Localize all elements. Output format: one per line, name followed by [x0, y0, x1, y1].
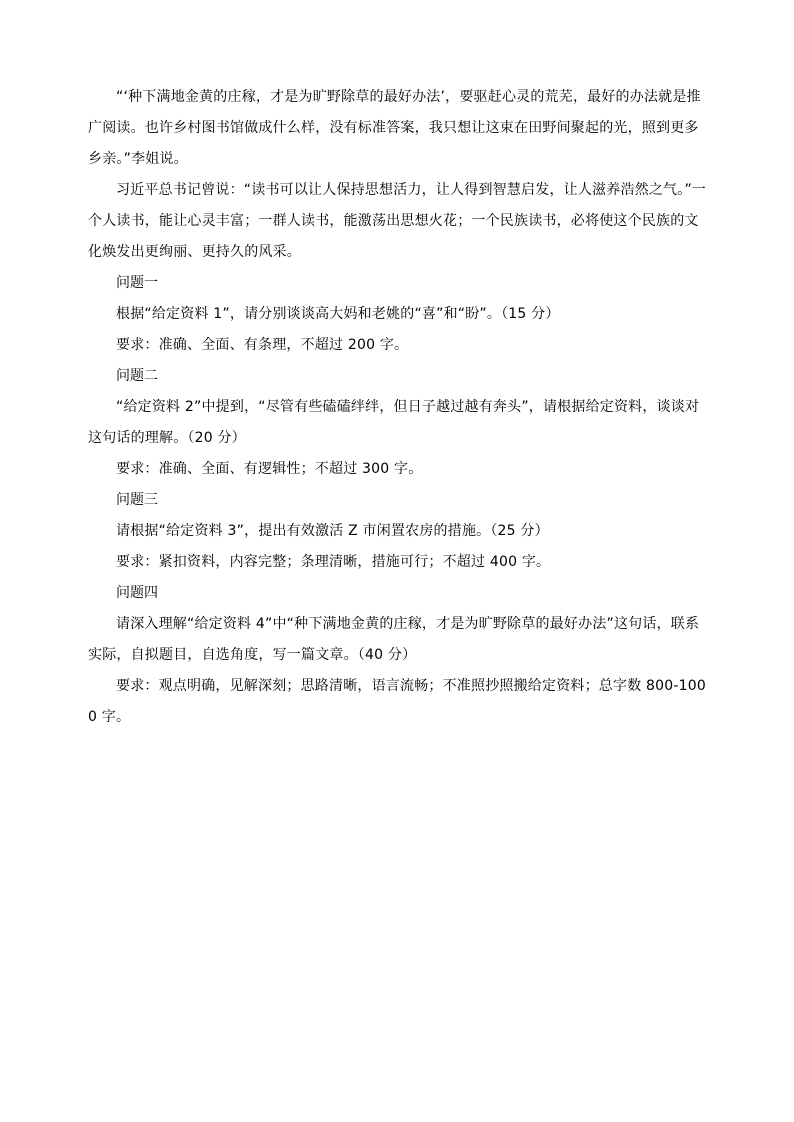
question-2-requirement: 要求：准确、全面、有逻辑性；不超过 300 字。	[116, 461, 423, 477]
paragraph-xi-quote: 习近平总书记曾说：“读书可以让人保持思想活力，让人得到智慧启发，让人滋养浩然之气。”一个人读书，能让心灵丰富；一群人读书，能激荡出思想火花；一个民族读书，必将使这个民族的文化焕发出更绚丽、更持久的风采。	[88, 182, 707, 260]
question-3-title: 问题三	[116, 492, 158, 508]
question-1-requirement: 要求：准确、全面、有条理，不超过 200 字。	[116, 337, 409, 353]
question-3-prompt: 请根据“给定资料 3”，提出有效激活 Z 市闲置农房的措施。（25 分）	[116, 523, 549, 539]
question-4-title: 问题四	[116, 585, 158, 601]
paragraph-quote-li: “‘种下满地金黄的庄稼，才是为旷野除草的最好办法’，要驱赶心灵的荒芜，最好的办法就是推广阅读。也许乡村图书馆做成什么样，没有标准答案，我只想让这束在田野间聚起的光，照到更多乡亲。”李姐说。	[88, 89, 701, 167]
question-3-requirement: 要求：紧扣资料，内容完整；条理清晰，措施可行；不超过 400 字。	[116, 554, 551, 570]
question-2-prompt: “给定资料 2”中提到，“尽管有些磕磕绊绊，但日子越过越有奔头”，请根据给定资料，谈谈对这句话的理解。（20 分）	[88, 399, 700, 446]
question-1-title: 问题一	[116, 275, 158, 291]
document-page	[88, 82, 712, 733]
question-1-prompt: 根据“给定资料 1”，请分别谈谈高大妈和老姚的“喜”和“盼”。（15 分）	[116, 306, 560, 322]
question-2-title: 问题二	[116, 368, 158, 384]
question-4-prompt: 请深入理解“给定资料 4”中“种下满地金黄的庄稼，才是为旷野除草的最好办法”这句话，联系实际，自拟题目，自选角度，写一篇文章。（40 分）	[88, 616, 700, 663]
question-4-requirement: 要求：观点明确，见解深刻；思路清晰，语言流畅；不准照抄照搬给定资料；总字数 800-1000 字。	[88, 678, 706, 725]
